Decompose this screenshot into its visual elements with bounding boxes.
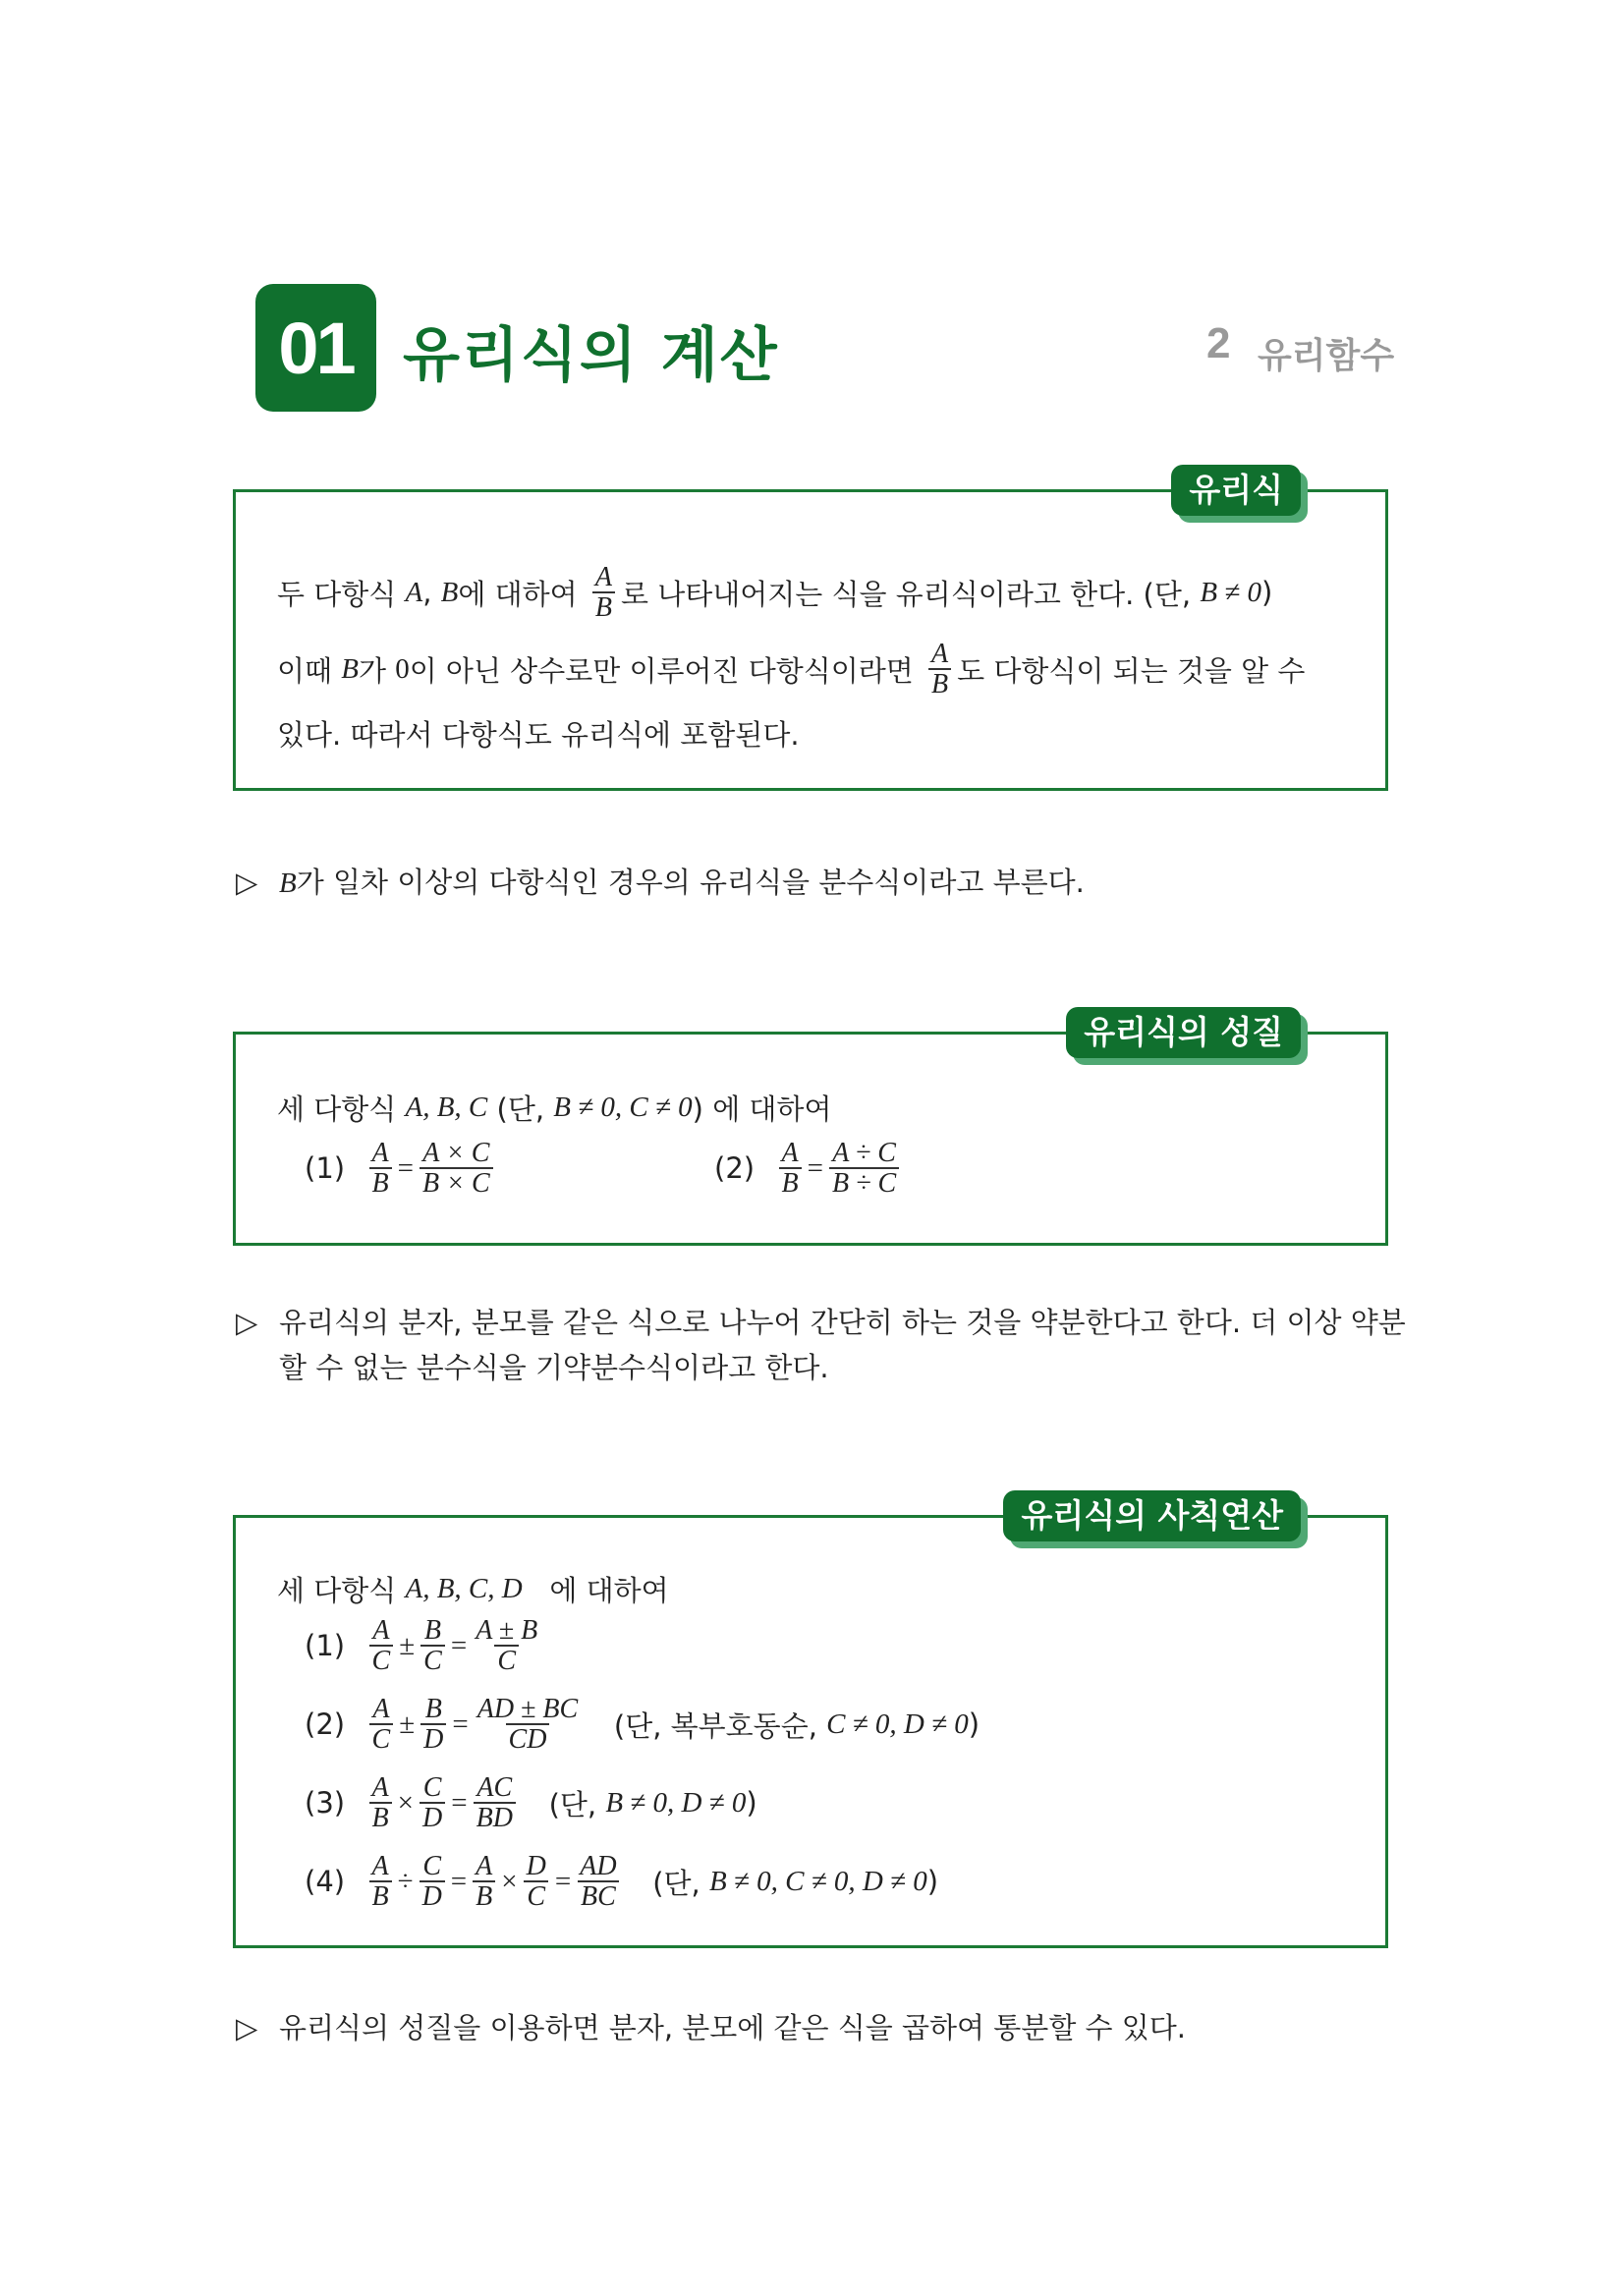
note-common-denominator: ▷ 유리식의 성질을 이용하면 분자, 분모에 같은 식을 곱하여 통분할 수 있다. xyxy=(236,2011,1187,2044)
triangle-icon: ▷ xyxy=(236,1306,258,1339)
operation-3: (3) $\frac{A}{B}$ × $\frac{C}{D}$ = $\frac{AC}{BD}$ (단, B ≠ 0, D ≠ 0 ) xyxy=(305,1772,757,1834)
operations-tag: 유리식의 사칙연산 xyxy=(1003,1490,1301,1541)
properties-tag: 유리식의 성질 xyxy=(1066,1007,1301,1058)
chapter-name: 유리함수 xyxy=(1258,336,1395,376)
section-number-badge xyxy=(255,284,376,412)
note-fractional-expression: ▷ B가 일차 이상의 다항식인 경우의 유리식을 분수식이라고 부른다. xyxy=(236,866,1085,899)
operation-4: (4) $\frac{A}{B}$ ÷ $\frac{C}{D}$ = $\frac{A}{B}$ × $\frac{D}{C}$ = $\frac{AD}{BC}$ (단, B ≠ 0, C ≠ 0, D ≠ 0 ) xyxy=(305,1851,939,1913)
page-title: 유리식의 계산 xyxy=(403,321,779,390)
definition-box xyxy=(233,471,1388,791)
section-number: 01 xyxy=(278,307,354,389)
operation-2: (2) $\frac{A}{C}$ ± $\frac{B}{D}$ = $\frac{AD \pm BC}{CD}$ (단, 복부호동순, C ≠ 0, D ≠ 0 ) xyxy=(305,1694,980,1756)
operations-box xyxy=(233,1496,1388,1948)
note-reduction: ▷ 유리식의 분자, 분모를 같은 식으로 나누어 간단히 하는 것을 약분한다고 한다. 더 이상 약분 xyxy=(236,1306,1406,1339)
triangle-icon: ▷ xyxy=(236,866,258,899)
chapter-number: 2 xyxy=(1206,319,1231,367)
definition-line-2: 이때 B 가 0 이 아닌 상수로만 이루어진 다항식이라면 $\frac{A}{B}$ 도 다항식이 되는 것을 알 수 xyxy=(277,639,1306,700)
fraction-a-over-b: $\frac{A}{B}$ xyxy=(928,640,951,700)
properties-intro: 세 다항식 A, B, C (단, B ≠ 0, C ≠ 0 ) 에 대하여 xyxy=(277,1092,832,1126)
definition-line-3: 있다. 따라서 다항식도 유리식에 포함된다. xyxy=(277,718,800,752)
operations-intro: 세 다항식 A, B, C, D 에 대하여 xyxy=(277,1573,669,1607)
fraction-a-over-b: $\frac{A}{B}$ xyxy=(592,563,615,623)
triangle-icon: ▷ xyxy=(236,2011,258,2044)
definition-tag: 유리식 xyxy=(1171,465,1301,516)
operation-1: (1) $\frac{A}{C}$ ± $\frac{B}{C}$ = $\frac{A \pm B}{C}$ xyxy=(305,1615,538,1677)
property-1: (1) $\frac{A}{B}$ = $\frac{A \times C}{B \times C}$ xyxy=(305,1139,499,1199)
definition-line-1: 두 다항식 A , B 에 대하여 $\frac{A}{B}$ 로 나타내어지는 식을 유리식이라고 한다. (단, B ≠ 0 ) xyxy=(277,562,1273,624)
properties-box xyxy=(233,1013,1388,1246)
note-reduction-cont: 할 수 없는 분수식을 기약분수식이라고 한다. xyxy=(279,1351,829,1384)
property-2: (2) $\frac{A}{B}$ = $\frac{A \div C}{B \div C}$ xyxy=(714,1139,905,1199)
